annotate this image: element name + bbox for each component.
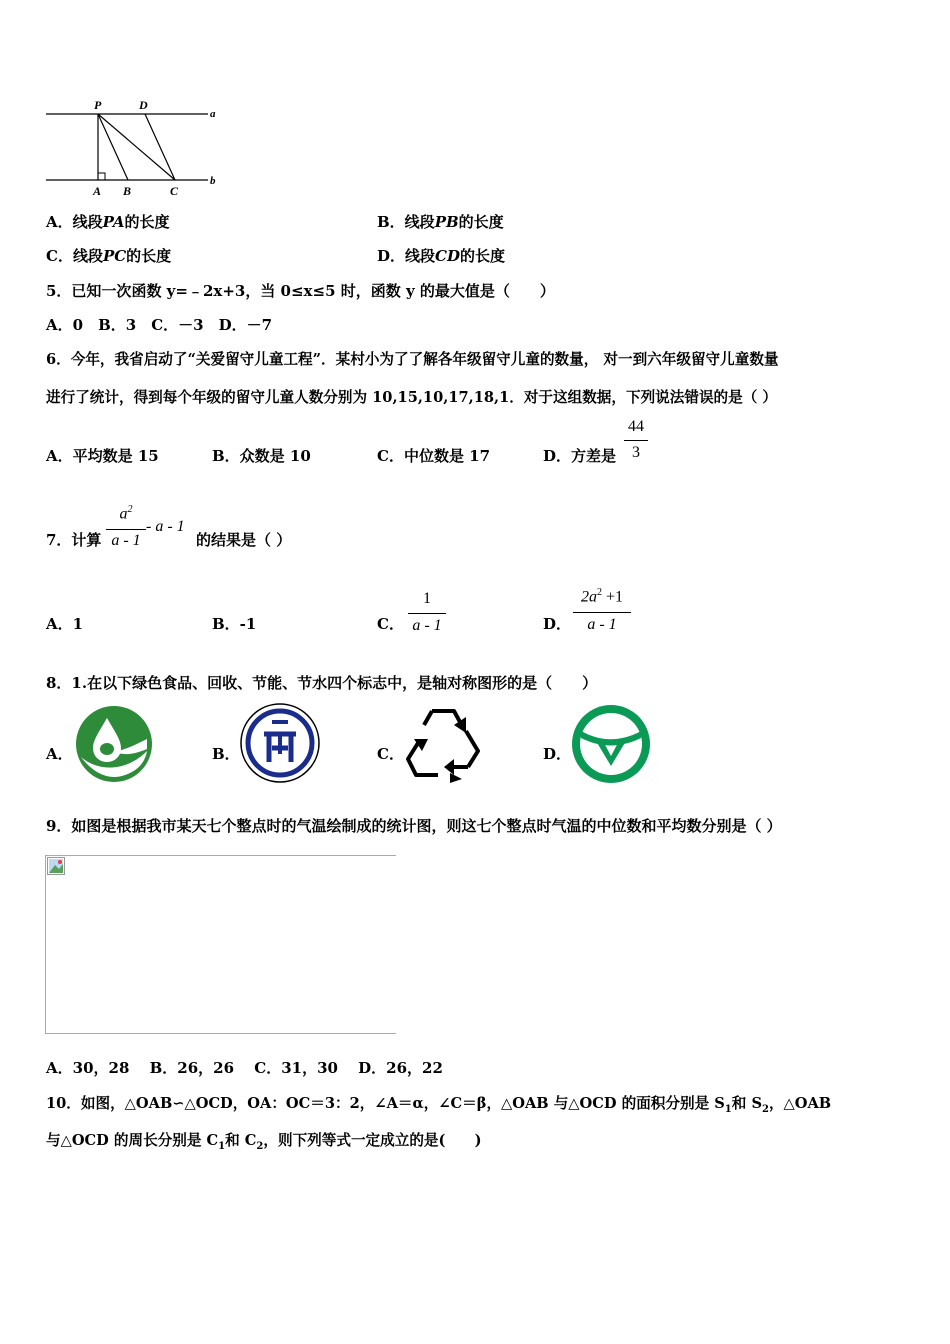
q7-frac-den: a - 1: [111, 532, 141, 549]
segment-pc: [98, 114, 175, 180]
q4-option-b: B．线段PB的长度: [377, 213, 504, 231]
q7-frac-num: $a^2$: [119, 504, 133, 523]
label-b-line: b: [210, 175, 216, 187]
q7c-frac-bar: [408, 613, 446, 614]
q4-option-a: A．线段PA的长度: [46, 213, 170, 231]
q7-suffix: 的结果是（ ）: [196, 531, 292, 549]
right-angle-mark: [98, 173, 105, 180]
q9-stem: 9．如图是根据我市某天七个整点时的气温绘制成的统计图，则这七个整点时气温的中位数和平均数分别是（ ）: [46, 817, 782, 835]
recycle-logo-icon: [404, 705, 486, 783]
q9-chart-placeholder: [45, 855, 396, 1034]
q7-frac-bar: [106, 529, 146, 530]
q6-frac-num: 44: [628, 418, 644, 435]
label-c-point: C: [170, 184, 179, 198]
q10-line1: 10．如图，△OAB∽△OCD，OA：OC＝3：2，∠A＝α，∠C＝β，△OAB 与△OCD 的面积分别是 $S_1$和 $S_2$，△OAB: [46, 1095, 832, 1115]
segment-pb: [98, 114, 128, 180]
q4-option-d: D．线段CD的长度: [377, 247, 505, 265]
q10-line2: 与△OCD 的周长分别是 $C_1$和 $C_2$，则下列等式一定成立的是( ): [46, 1132, 482, 1152]
q7d-frac-bar: [573, 612, 631, 613]
q6-variance-fraction: [624, 418, 648, 464]
q8-label-a: A．: [46, 745, 73, 763]
segment-dc: [145, 114, 175, 180]
q7-option-b: B．-1: [212, 615, 257, 633]
q6-stem-line1: 6．今年，我省启动了“关爱留守儿童工程”．某村小为了了解各年级留守儿童的数量， 对一到六年级留守儿童数量: [46, 351, 779, 368]
q4-option-c: C．线段PC的长度: [46, 247, 172, 265]
q8-label-c: C．: [377, 745, 404, 763]
q7-option-c-fraction: [408, 590, 446, 638]
q6-stem-line2: 进行了统计，得到每个年级的留守儿童人数分别为 10,15,10,17,18,1．对于这组数据，下列说法错误的是（ ）: [46, 389, 778, 406]
label-a-point: A: [93, 184, 102, 198]
q6-option-a: A．平均数是 15: [46, 447, 159, 465]
q8-label-d: D．: [543, 745, 572, 763]
label-p: P: [94, 98, 102, 112]
q7-tail: - a - 1: [146, 518, 185, 535]
geometry-figure: [40, 96, 230, 200]
green-food-logo-icon: [571, 704, 651, 784]
label-a-line: a: [210, 108, 216, 120]
q5-stem: 5．已知一次函数 y=﹣2x+3，当 0≤x≤5 时，函数 y 的最大值是（ ）: [46, 282, 555, 300]
q6-option-d: D．方差是: [543, 447, 617, 465]
q7-option-d: D．: [543, 615, 572, 633]
q8-label-b: B．: [212, 745, 240, 763]
q7-option-d-fraction: [573, 587, 631, 639]
q7c-frac-num: 1: [423, 590, 431, 607]
q8-stem: 8．1.在以下绿色食品、回收、节能、节水四个标志中，是轴对称图形的是（ ）: [46, 674, 598, 692]
q7c-frac-den: a - 1: [412, 617, 442, 634]
water-drop-logo-icon: [75, 705, 153, 783]
q7-prefix: 7．计算: [46, 531, 102, 549]
q7-fraction: [106, 504, 146, 552]
q9-options: A．30，28 B．26，26 C．31，30 D．26，22: [46, 1059, 443, 1077]
label-d: D: [139, 98, 148, 112]
q5-options: A．0 B．3 C．－3 D．－7: [46, 316, 273, 334]
q6-option-b: B．众数是 10: [212, 447, 311, 465]
q6-frac-den: 3: [632, 444, 640, 461]
q6-option-c: C．中位数是 17: [377, 447, 491, 465]
q7-option-c: C．: [377, 615, 404, 633]
q7-option-a: A．1: [46, 615, 84, 633]
q7d-frac-den: a - 1: [587, 616, 617, 633]
q6-frac-bar: [624, 440, 648, 441]
broken-image-icon: [47, 857, 65, 875]
q7d-frac-num: $2a^2 +1$: [580, 587, 624, 606]
label-b-point: B: [123, 184, 132, 198]
energy-saving-logo-icon: [239, 702, 321, 784]
